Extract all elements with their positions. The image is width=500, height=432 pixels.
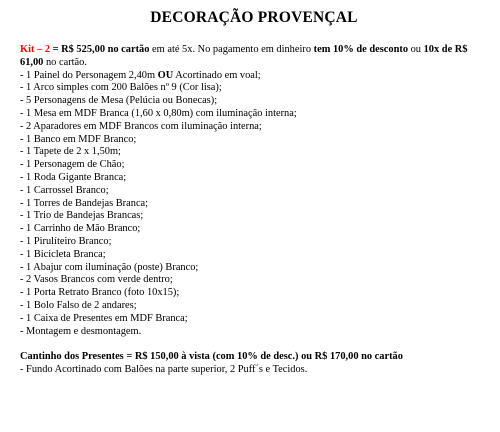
page-title: DECORAÇÃO PROVENÇAL [150, 9, 358, 26]
list-item: - 1 Painel do Personagem 2,40m OU Acortinado em voal; [20, 69, 261, 81]
kit-or: ou [408, 44, 424, 55]
list-item: - 1 Bicicleta Branca; [20, 248, 106, 260]
list-item: - 1 Torres de Bandejas Branca; [20, 197, 149, 209]
list-item: - 5 Personagens de Mesa (Pelúcia ou Bonecas); [20, 95, 218, 107]
kit-description [20, 44, 488, 70]
list-item: - 1 Carrinho de Mão Branco; [20, 223, 141, 235]
list-item: - 1 Trio de Bandejas Brancas; [20, 210, 144, 222]
list-item: - 1 Pirulíteiro Branco; [20, 235, 112, 247]
list-item: - 1 Personagem de Chão; [20, 159, 125, 171]
spacer [20, 338, 488, 351]
kit-installments: em até 5x. No pagamento em dinheiro [149, 44, 314, 55]
kit-items-list [20, 70, 488, 339]
list-item: - Montagem e desmontagem. [20, 325, 142, 337]
kit-eq: = [50, 44, 62, 55]
list-item: - 2 Vasos Brancos com verde dentro; [20, 274, 173, 286]
list-item: - 1 Bolo Falso de 2 andares; [20, 299, 137, 311]
cantinho-description: - Fundo Acortinado com Balões na parte superior, 2 Puff´s e Tecidos. [20, 363, 308, 375]
kit-label: Kit – 2 [20, 44, 51, 55]
list-item: - 1 Mesa em MDF Branca (1,60 x 0,80m) com iluminação interna; [20, 107, 297, 119]
list-item: - 1 Banco em MDF Branco; [20, 133, 137, 145]
list-item: - 1 Carrossel Branco; [20, 184, 109, 196]
cantinho-heading: Cantinho dos Presentes = R$ 150,00 à vista (com 10% de desc.) ou R$ 170,00 no cartão [20, 351, 403, 363]
list-item: - 1 Tapete de 2 x 1,50m; [20, 146, 121, 158]
kit-suffix: no cartão. [43, 56, 87, 68]
list-item: - 1 Abajur com iluminação (poste) Branco; [20, 261, 199, 273]
kit-price: R$ 525,00 no cartão [61, 44, 150, 55]
kit-cash-installments: 10x de R$ 61,00 [20, 44, 468, 68]
list-item: - 1 Roda Gigante Branca; [20, 171, 127, 183]
list-item: - 1 Caixa de Presentes em MDF Branca; [20, 312, 188, 324]
list-item: - 1 Arco simples com 200 Balões nº 9 (Cor lisa); [20, 82, 222, 94]
kit-discount: tem 10% de desconto [313, 44, 409, 55]
list-item: - 2 Aparadores em MDF Brancos com iluminação interna; [20, 120, 262, 132]
list-item: - 1 Porta Retrato Branco (foto 10x15); [20, 287, 180, 299]
